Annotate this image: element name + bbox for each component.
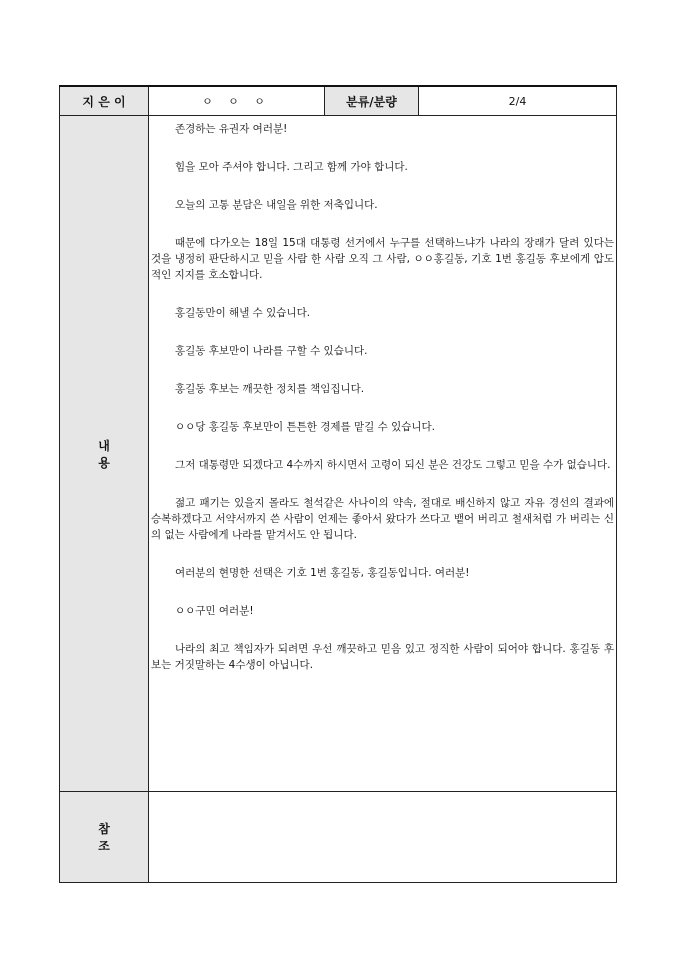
category-value: 2/4 xyxy=(419,86,617,116)
author-value: ㅇ ㅇ ㅇ xyxy=(149,86,325,116)
header-row xyxy=(60,86,617,116)
speech-paragraph: 홍길동만이 해낼 수 있습니다. xyxy=(175,307,311,319)
speech-paragraph: 힘을 모아 주셔야 합니다. 그리고 함께 가야 합니다. xyxy=(175,161,408,173)
content-row xyxy=(60,116,617,792)
content-label: 내 용 xyxy=(60,116,149,792)
speech-paragraph: 존경하는 유권자 여러분! xyxy=(175,123,288,135)
speech-paragraph: 여러분의 현명한 선택은 기호 1번 홍길동, 홍길동입니다. 여러분! xyxy=(175,567,470,579)
speech-paragraph: 때문에 다가오는 18일 15대 대통령 선거에서 누구를 선택하느냐가 나라의 장래가 달려 있다는 것을 냉정히 판단하시고 믿을 사람 한 사람 오직 그 사람, ㅇㅇ홍길동, 기호 1번 홍길동 후보에게 압도적인 지지를 호소합니다. xyxy=(151,237,614,281)
reference-value xyxy=(149,792,617,883)
author-label: 지 은 이 xyxy=(60,86,149,116)
speech-paragraph: ㅇㅇ당 홍길동 후보만이 튼튼한 경제를 맡길 수 있습니다. xyxy=(175,421,435,433)
speech-paragraph: 그저 대통령만 되겠다고 4수까지 하시면서 고령이 되신 분은 건강도 그렇고 믿을 수가 없습니다. xyxy=(175,459,611,471)
reference-label: 참 조 xyxy=(60,792,149,883)
content-body xyxy=(149,116,617,792)
category-label: 분류/분량 xyxy=(325,86,419,116)
speech-form-table xyxy=(59,85,617,883)
speech-paragraph: 오늘의 고통 분담은 내일을 위한 저축입니다. xyxy=(175,199,378,211)
speech-paragraph: 홍길동 후보만이 나라를 구할 수 있습니다. xyxy=(175,345,368,357)
speech-paragraph: 홍길동 후보는 깨끗한 정치를 책임집니다. xyxy=(175,383,365,395)
speech-paragraph: ㅇㅇ구민 여러분! xyxy=(175,605,254,617)
speech-paragraph: 젊고 패기는 있을지 몰라도 철석같은 사나이의 약속, 절대로 배신하지 않고 자유 경선의 결과에 승복하겠다고 서약서까지 쓴 사람이 언제는 좋아서 왔다가 쓰다고 뱉어 버리고 철새처럼 가 버리는 신의 없는 사람에게 나라를 맡겨서도 안 됩니다. xyxy=(151,497,614,541)
speech-paragraph: 나라의 최고 책임자가 되려면 우선 깨끗하고 믿음 있고 정직한 사람이 되어야 합니다. 홍길동 후보는 거짓말하는 4수생이 아닙니다. xyxy=(151,643,614,671)
speech-text xyxy=(151,121,614,673)
reference-row xyxy=(60,792,617,883)
